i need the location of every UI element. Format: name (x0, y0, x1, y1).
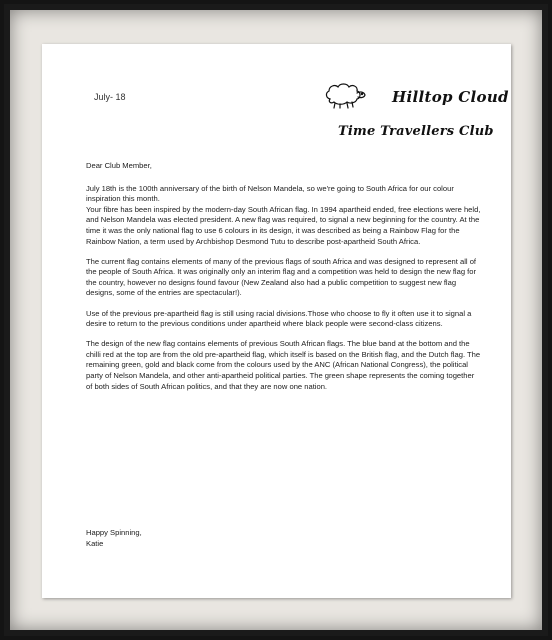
letter-body (86, 161, 482, 402)
paragraph: Your fibre has been inspired by the modern-day South African flag. In 1994 apartheid ended, free elections were held, and Nelson Mandela was elected president. A new flag was required, to signal a new beginning for the country. At the time it was the only national flag to use 6 colours in its design, it was described as being a Rainbow Flag for the Rainbow Nation, a term used by Archbishop Desmond Tutu to describe post-apartheid South Africa. (86, 204, 481, 246)
picture-frame (4, 4, 548, 636)
letter-page (42, 44, 511, 598)
frame-mat (10, 10, 542, 630)
paragraph: July 18th is the 100th anniversary of the birth of Nelson Mandela, so we're going to South Africa for our colour inspiration this month. (86, 183, 454, 204)
salutation: Dear Club Member, (86, 161, 152, 170)
brand-title: Hilltop Cloud (392, 88, 509, 106)
paragraph: The current flag contains elements of many of the previous flags of south Africa and was designed to represent all of the people of South Africa. It was originally only an interim flag and a competition was held to design the new flag for the country, however no designs found favour (New Zealand also had a public competition to suggest new flag designs, some of the entries are spectacular!). (86, 256, 477, 298)
signature: Katie (86, 538, 104, 548)
letter-date: July- 18 (94, 92, 126, 102)
club-title: Time Travellers Club (338, 124, 494, 139)
paragraph: Use of the previous pre-apartheid flag is still using racial divisions.Those who choose to fly it often use it to signal a desire to return to the previous conditions under apartheid where black people were second-class citizens. (86, 308, 472, 329)
letter-closing (86, 528, 142, 549)
closing-line: Happy Spinning, (86, 528, 142, 537)
paragraph: The design of the new flag contains elements of previous South African flags. The blue band at the bottom and the chilli red at the top are from the old pre-apartheid flag, which itself is based on the British flag, and the Dutch flag. The remaining green, gold and black come from the colours used by the ANC (African National Congress), the political party of Nelson Mandela, and other anti-apartheid political parties. The green shape represents the coming together of both sides of South African politics, and that they are now one nation. (86, 339, 481, 391)
